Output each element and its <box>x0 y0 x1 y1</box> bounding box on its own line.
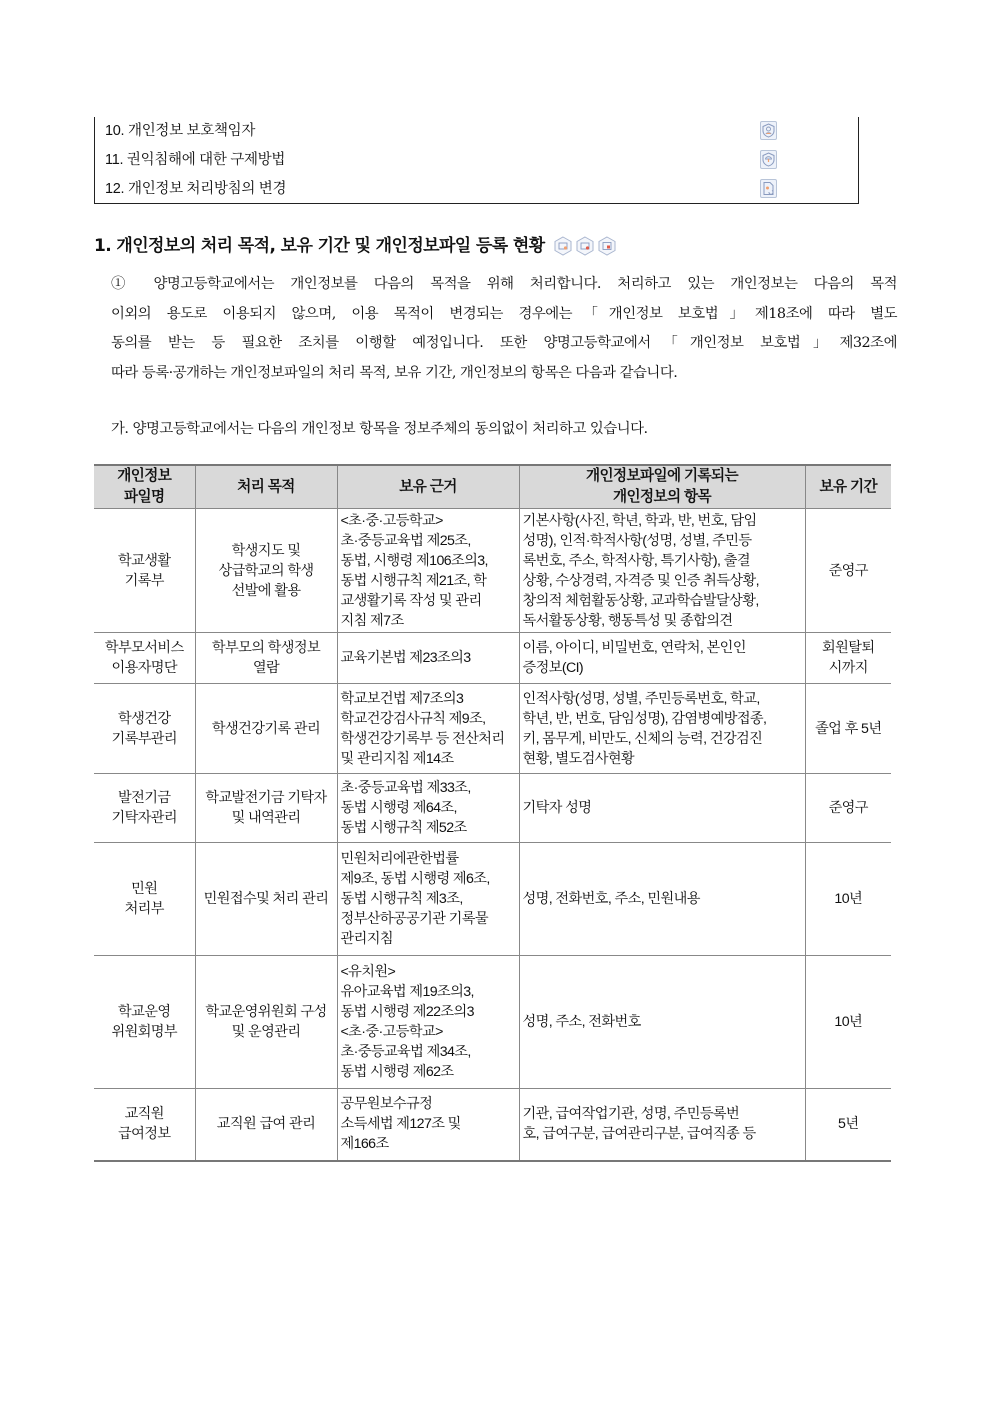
cell-basis: 공무원보수규정 소득세법 제127조 및 제166조 <box>337 1089 519 1161</box>
intro-line-3: 동의를 받는 등 필요한 조치를 이행할 예정입니다. 또한 양명고등학교에서「개인정보 보호법」제32조에 <box>111 335 897 351</box>
header-file-name: 개인정보 파일명 <box>94 465 195 509</box>
cell-period: 10년 <box>805 843 891 956</box>
cell-items: 기본사항(사진, 학년, 학과, 반, 번호, 담임 성명), 인적·학적사항(성명, 성별, 주민등 록번호, 주소, 학적사항, 특기사항), 출결 상황, 수상경력, 자격증 및 인증 취득상황, 창의적 체험활동상황, 교과학습발달상황, 독서활동상황, 행동특성 및 종합의견 <box>519 509 805 633</box>
toc-item-label: 10. 개인정보 보호책임자 <box>105 123 256 139</box>
cell-period: 졸업 후 5년 <box>805 684 891 774</box>
cell-purpose: 학교운영위원회 구성 및 운영관리 <box>195 956 337 1089</box>
cell-items: 성명, 전화번호, 주소, 민원내용 <box>519 843 805 956</box>
header-purpose: 처리 목적 <box>195 465 337 509</box>
cell-purpose: 민원접수및 처리 관리 <box>195 843 337 956</box>
table-row <box>94 774 891 843</box>
privacy-file-table <box>94 464 891 1162</box>
toc-box <box>94 117 859 204</box>
cell-purpose: 교직원 급여 관리 <box>195 1089 337 1161</box>
toc-item-policy-change[interactable] <box>105 175 850 203</box>
table-row <box>94 956 891 1089</box>
cell-purpose: 학부모의 학생정보 열람 <box>195 633 337 684</box>
cell-basis: 교육기본법 제23조의3 <box>337 633 519 684</box>
folder-register-icon[interactable] <box>597 236 617 256</box>
intro-line-4: 따라 등록·공개하는 개인정보파일의 처리 목적, 보유 기간, 개인정보의 항목은 다음과 같습니다. <box>111 365 678 381</box>
table-row <box>94 684 891 774</box>
toc-item-label: 12. 개인정보 처리방침의 변경 <box>105 181 287 197</box>
table-row <box>94 633 891 684</box>
person-shield-icon <box>760 121 777 140</box>
table-body <box>94 509 891 1161</box>
cell-period: 준영구 <box>805 509 891 633</box>
cell-items: 성명, 주소, 전화번호 <box>519 956 805 1089</box>
cell-basis: <유치원> 유아교육법 제19조의3, 동법 시행령 제22조의3 <초·중·고등학교> 초·중등교육법 제34조, 동법 시행령 제62조 <box>337 956 519 1089</box>
section-title-text: 1. 개인정보의 처리 목적, 보유 기간 및 개인정보파일 등록 현황 <box>94 236 545 256</box>
cell-period: 준영구 <box>805 774 891 843</box>
cell-file-name: 발전기금 기탁자관리 <box>94 774 195 843</box>
shield-help-icon <box>760 150 777 169</box>
cell-file-name: 학교운영 위원회명부 <box>94 956 195 1089</box>
cell-items: 기탁자 성명 <box>519 774 805 843</box>
header-items: 개인정보파일에 기록되는 개인정보의 항목 <box>519 465 805 509</box>
cell-file-name: 교직원 급여정보 <box>94 1089 195 1161</box>
cell-basis: <초·중·고등학교> 초·중등교육법 제25조, 동법, 시행령 제106조의3, 동법 시행규칙 제21조, 학 교생활기록 작성 및 관리 지침 제7조 <box>337 509 519 633</box>
cell-items: 이름, 아이디, 비밀번호, 연락처, 본인인 증정보(CI) <box>519 633 805 684</box>
folder-period-icon[interactable] <box>575 236 595 256</box>
cell-purpose: 학교발전기금 기탁자 및 내역관리 <box>195 774 337 843</box>
section-icon-group <box>553 236 617 256</box>
header-period: 보유 기간 <box>805 465 891 509</box>
toc-item-label: 11. 권익침해에 대한 구제방법 <box>105 152 286 168</box>
cell-period: 5년 <box>805 1089 891 1161</box>
section-heading <box>94 232 617 260</box>
toc-item-privacy-officer[interactable] <box>105 117 850 145</box>
cell-file-name: 민원 처리부 <box>94 843 195 956</box>
cell-file-name: 학부모서비스 이용자명단 <box>94 633 195 684</box>
cell-basis: 민원처리에관한법률 제9조, 동법 시행령 제6조, 동법 시행규칙 제3조, 정부산하공공기관 기록물 관리지침 <box>337 843 519 956</box>
toc-item-remedy[interactable] <box>105 146 850 174</box>
cell-period: 10년 <box>805 956 891 1089</box>
document-refresh-icon <box>760 179 777 198</box>
cell-file-name: 학교생활 기록부 <box>94 509 195 633</box>
cell-basis: 학교보건법 제7조의3 학교건강검사규칙 제9조, 학생건강기록부 등 전산처리 및 관리지침 제14조 <box>337 684 519 774</box>
cell-basis: 초·중등교육법 제33조, 동법 시행령 제64조, 동법 시행규칙 제52조 <box>337 774 519 843</box>
intro-line-2: 이외의 용도로 이용되지 않으며, 이용 목적이 변경되는 경우에는「개인정보 보호법」제18조에 따라 별도 <box>111 306 897 322</box>
cell-file-name: 학생건강 기록부관리 <box>94 684 195 774</box>
table-row <box>94 843 891 956</box>
table-header-row <box>94 465 891 509</box>
cell-items: 기관, 급여작업기관, 성명, 주민등록번 호, 급여구분, 급여관리구분, 급여직종 등 <box>519 1089 805 1161</box>
table-row <box>94 509 891 633</box>
folder-purpose-icon[interactable] <box>553 236 573 256</box>
intro-line-1: ① 양명고등학교에서는 개인정보를 다음의 목적을 위해 처리합니다. 처리하고 있는 개인정보는 다음의 목적 <box>111 276 897 292</box>
cell-purpose: 학생건강기록 관리 <box>195 684 337 774</box>
cell-purpose: 학생지도 및 상급학교의 학생 선발에 활용 <box>195 509 337 633</box>
cell-period: 회원탈퇴 시까지 <box>805 633 891 684</box>
subheading-ga: 가. 양명고등학교에서는 다음의 개인정보 항목을 정보주체의 동의없이 처리하고 있습니다. <box>111 421 648 437</box>
header-basis: 보유 근거 <box>337 465 519 509</box>
cell-items: 인적사항(성명, 성별, 주민등록번호, 학교, 학년, 반, 번호, 담임성명), 감염병예방접종, 키, 몸무게, 비만도, 신체의 능력, 건강검진 현황, 별도검사현황 <box>519 684 805 774</box>
table-row <box>94 1089 891 1161</box>
